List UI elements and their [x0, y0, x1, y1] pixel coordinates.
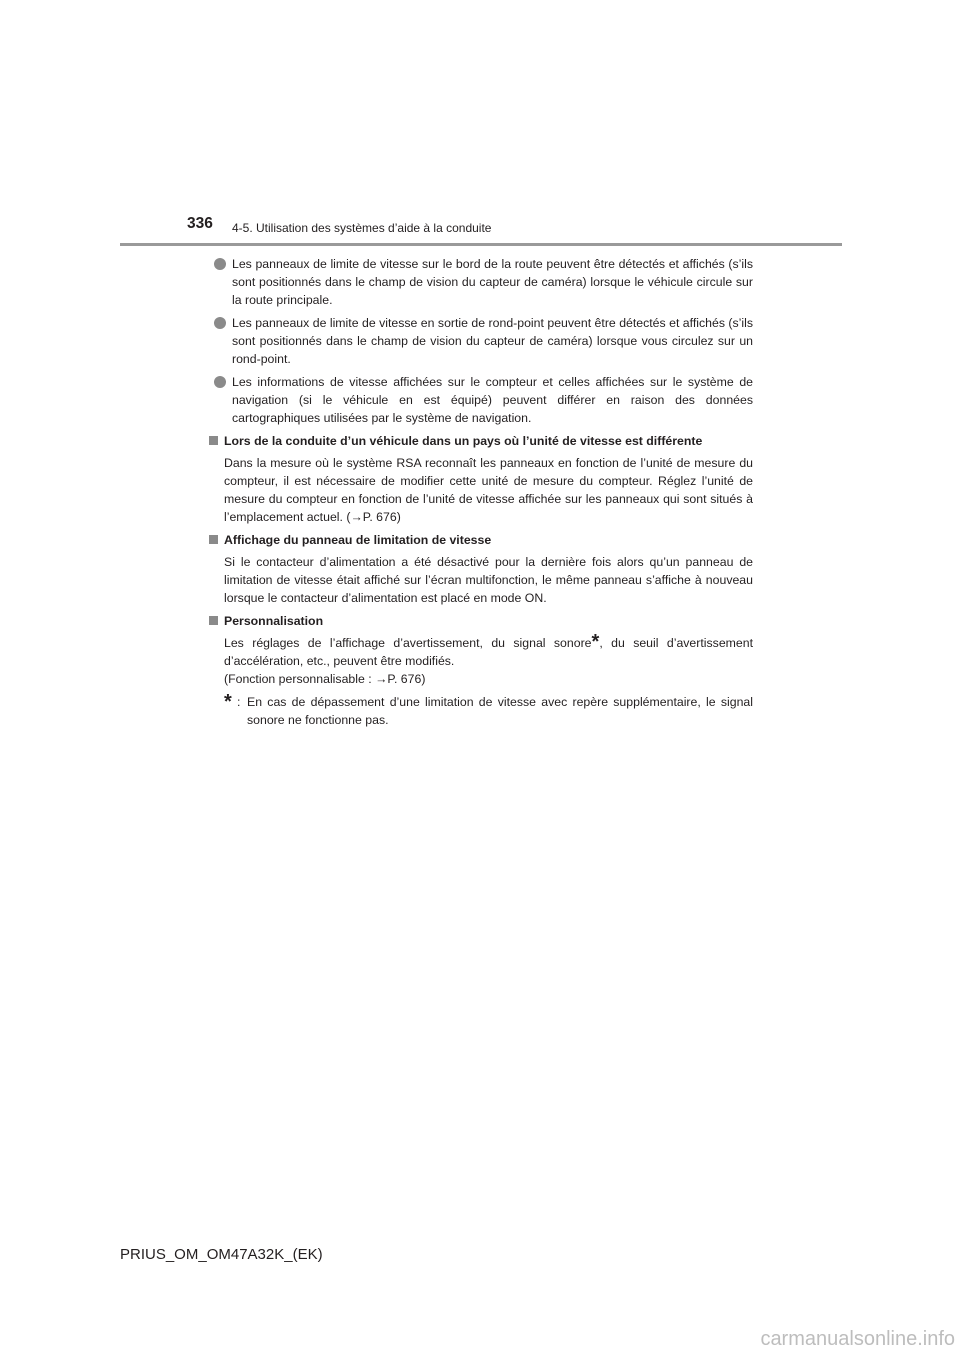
- section-body: Si le contacteur d’alimentation a été désactivé pour la dernière fois alors qu’un panneau de limitation de vitesse était affiché sur l’écran multifonction, le même panneau s’affiche à nouveau lorsque le contacteur d’alimentation est placé en mode ON.: [224, 555, 753, 605]
- personalisation-reference: (Fonction personnalisable : →P. 676): [224, 672, 426, 686]
- section-body: Dans la mesure où le système RSA reconnaît les panneaux en fonction de l’unité de mesure du compteur, il est nécessaire de modifier cette unité de mesure du compteur. Réglez l’unité de mesure du compteur en fonction de l’unité de vitesse affichée sur les panneaux qui sont situés à l’emplacement actuel. (→P. 676): [224, 456, 753, 524]
- footnote-marker: *: [591, 631, 600, 653]
- section-heading: Affichage du panneau de limitation de vitesse: [208, 531, 753, 549]
- section-heading: Personnalisation: [208, 612, 753, 630]
- section-heading: Lors de la conduite d’un véhicule dans un pays où l’unité de vitesse est différente: [208, 432, 753, 450]
- square-bullet-icon: [209, 535, 218, 544]
- page-content: [208, 255, 753, 729]
- bullet-text: Les informations de vitesse affichées sur le compteur et celles affichées sur le système de navigation (si le véhicule en est équipé) peuvent différer en raison des données cartographiques utilisées par le système de navigation.: [232, 375, 753, 425]
- personalisation-text: Les réglages de l’affichage d’avertissement, du signal sonore*, du seuil d’avertissement d’accélération, etc., peuvent être modifiés.: [224, 631, 753, 668]
- footnote-text: En cas de dépassement d’une limitation de vitesse avec repère supplémentaire, le signal sonore ne fonctionne pas.: [247, 695, 753, 727]
- section-unit-change: [208, 432, 753, 526]
- bullet-dot-icon: [214, 258, 226, 270]
- square-bullet-icon: [209, 616, 218, 625]
- bullet-dot-icon: [214, 376, 226, 388]
- bullet-item: [208, 373, 753, 427]
- section-title: 4-5. Utilisation des systèmes d’aide à la conduite: [232, 221, 492, 235]
- watermark: carmanualsonline.info: [760, 1328, 955, 1350]
- footnote-colon: :: [237, 695, 241, 709]
- section-personalisation: [208, 612, 753, 688]
- section-body: [208, 631, 753, 688]
- header-divider: [120, 243, 842, 246]
- document-code: PRIUS_OM_OM47A32K_(EK): [120, 1246, 323, 1263]
- bullet-text: Les panneaux de limite de vitesse en sortie de rond-point peuvent être détectés et affichés (s’ils sont positionnés dans le champ de vision du capteur de caméra) lorsque vous circulez sur un rond-point.: [232, 316, 753, 366]
- footnote: [208, 693, 753, 729]
- bullet-item: [208, 314, 753, 368]
- bullet-dot-icon: [214, 317, 226, 329]
- section-sign-display: [208, 531, 753, 607]
- page-number: 336: [187, 215, 213, 232]
- bullet-item: [208, 255, 753, 309]
- footnote-star: *: [224, 691, 232, 713]
- square-bullet-icon: [209, 436, 218, 445]
- bullet-text: Les panneaux de limite de vitesse sur le bord de la route peuvent être détectés et affichés (s’ils sont positionnés dans le champ de vision du capteur de caméra) lorsque le véhicule circule sur la route principale.: [232, 257, 753, 307]
